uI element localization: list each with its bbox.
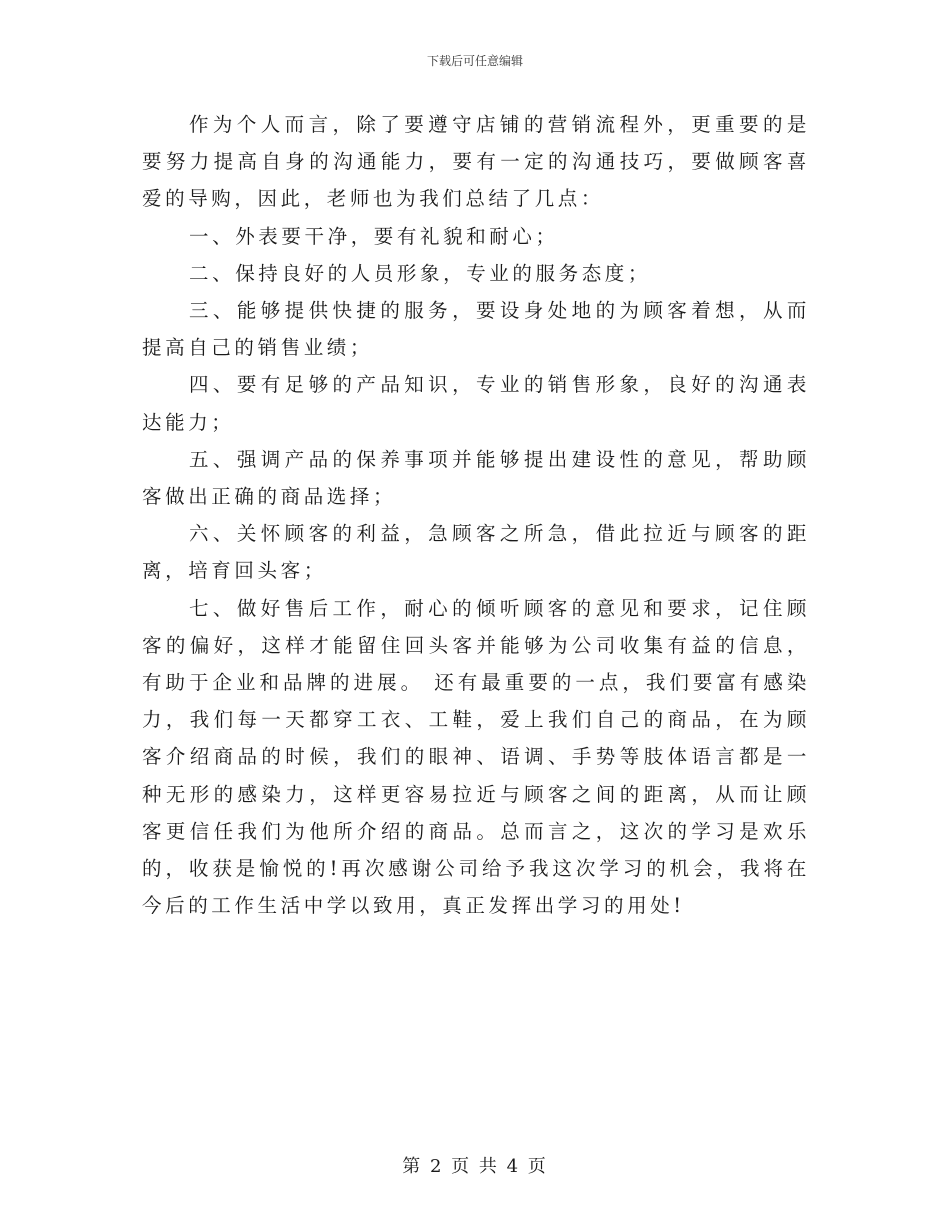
list-item-5: 五、强调产品的保养事项并能够提出建设性的意见，帮助顾客做出正确的商品选择； [142, 447, 810, 509]
page-suffix: 页 [527, 1156, 548, 1177]
page-header: 下载后可任意编辑 [426, 54, 523, 68]
page-prefix: 第 [402, 1156, 423, 1177]
page-mid-text: 页 共 [451, 1156, 499, 1177]
list-item-7: 七、做好售后工作，耐心的倾听顾客的意见和要求，记住顾客的偏好，这样才能留住回头客并能够为公司收集有益的信息，有助于企业和品牌的进展。 还有最重要的一点，我们要富有感染力，我们每一天都穿工衣、工鞋，爱上我们自己的商品，在为顾客介绍商品的时候，我们的眼神、语调、手势等肢体语言都是一种无形的感染力，这样更容易拉近与顾客之间的距离，从而让顾客更信任我们为他所介绍的商品。总而言之，这次的学习是欢乐的，收获是愉悦的!再次感谢公司给予我这次学习的机会，我将在今后的工作生活中学以致用，真正发挥出学习的用处! [142, 596, 810, 918]
document-body [142, 106, 810, 924]
body-paragraph: 作为个人而言，除了要遵守店铺的营销流程外，更重要的是要努力提高自身的沟通能力，要有一定的沟通技巧，要做顾客喜爱的导购，因此，老师也为我们总结了几点： [142, 113, 810, 211]
list-item-3: 三、能够提供快捷的服务，要设身处地的为顾客着想，从而提高自己的销售业绩； [142, 299, 810, 360]
list-item-1: 一、外表要干净，要有礼貌和耐心； [189, 224, 559, 248]
list-item-6: 六、关怀顾客的利益，急顾客之所急，借此拉近与顾客的距离，培育回头客； [142, 522, 810, 583]
total-pages-number: 4 [506, 1156, 521, 1177]
current-page-number: 2 [429, 1156, 444, 1177]
page-footer [0, 1155, 950, 1179]
list-item-4: 四、要有足够的产品知识，专业的销售形象，良好的沟通表达能力； [142, 373, 810, 434]
list-item-2: 二、保持良好的人员形象，专业的服务态度； [189, 261, 652, 285]
